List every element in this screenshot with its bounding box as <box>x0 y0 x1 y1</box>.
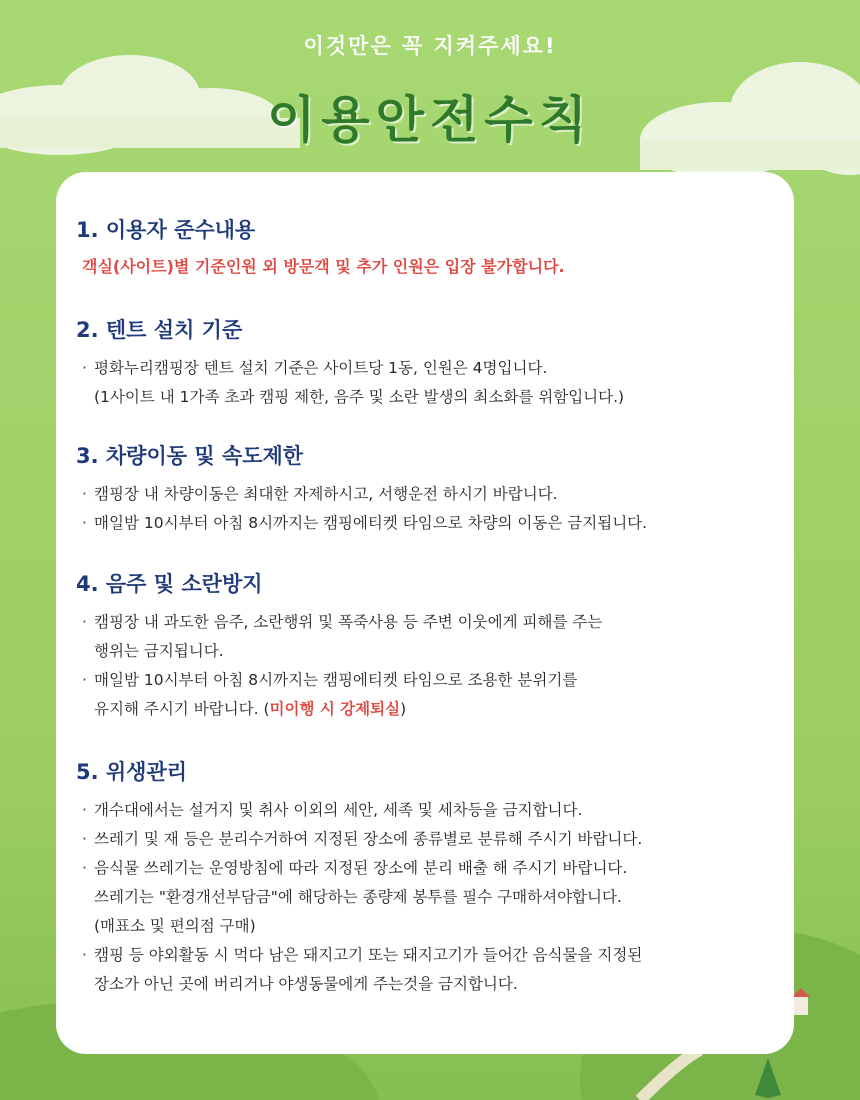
list-item: · 음식물 쓰레기는 운영방침에 따라 지정된 장소에 분리 배출 해 주시기 바랍니다. <box>76 854 774 883</box>
eviction-warning: 미이행 시 강제퇴실 <box>269 700 401 718</box>
list-item: (매표소 및 편의점 구매) <box>94 917 256 935</box>
section-noise-rules <box>76 568 774 724</box>
list-item: · 평화누리캠핑장 텐트 설치 기준은 사이트당 1동, 인원은 4명입니다. <box>76 354 774 383</box>
list-item: 장소가 아닌 곳에 버리거나 야생동물에게 주는것을 금지합니다. <box>94 975 518 993</box>
header-subtitle: 이것만은 꼭 지켜주세요! <box>303 34 557 58</box>
rules-card <box>56 172 794 1054</box>
list-item: 쓰레기는 "환경개선부담금"에 해당하는 종량제 봉투를 필수 구매하셔야합니다. <box>94 888 622 906</box>
section-heading: 5. 위생관리 <box>76 760 188 784</box>
list-item: 행위는 금지됩니다. <box>94 642 224 660</box>
section-heading: 4. 음주 및 소란방지 <box>76 572 263 596</box>
list-item: (1사이트 내 1가족 초과 캠핑 제한, 음주 및 소란 발생의 최소화를 위함입니다.) <box>94 388 625 406</box>
list-item <box>76 695 774 724</box>
list-item: · 캠핑장 내 차량이동은 최대한 자제하시고, 서행운전 하시기 바랍니다. <box>76 480 774 509</box>
warning-text: 객실(사이트)별 기준인원 외 방문객 및 추가 인원은 입장 불가합니다. <box>82 257 565 276</box>
list-item: · 개수대에서는 설거지 및 취사 이외의 세안, 세족 및 세차등을 금지합니다. <box>76 796 774 825</box>
section-hygiene-rules <box>76 756 774 999</box>
list-item: · 매일밤 10시부터 아침 8시까지는 캠핑에티켓 타임으로 조용한 분위기를 <box>76 666 774 695</box>
section-vehicle-rules <box>76 440 774 538</box>
section-heading: 2. 텐트 설치 기준 <box>76 318 243 342</box>
list-item-text: 유지해 주시기 바랍니다. ( <box>94 700 270 718</box>
section-tent-rules <box>76 314 774 412</box>
section-heading: 3. 차량이동 및 속도제한 <box>76 444 304 468</box>
list-item: · 매일밤 10시부터 아침 8시까지는 캠핑에티켓 타임으로 차량의 이동은 금지됩니다. <box>76 509 774 538</box>
list-item-close: ) <box>400 700 407 718</box>
list-item: · 캠핑장 내 과도한 음주, 소란행위 및 폭죽사용 등 주변 이웃에게 피해를 주는 <box>76 608 774 637</box>
list-item: · 쓰레기 및 재 등은 분리수거하여 지정된 장소에 종류별로 분류해 주시기 바랍니다. <box>76 825 774 854</box>
page-title: 이용안전수칙 <box>267 91 593 149</box>
list-item: · 캠핑 등 야외활동 시 먹다 남은 돼지고기 또는 돼지고기가 들어간 음식물을 지정된 <box>76 941 774 970</box>
section-user-rules <box>76 214 774 277</box>
section-heading: 1. 이용자 준수내용 <box>76 218 256 242</box>
